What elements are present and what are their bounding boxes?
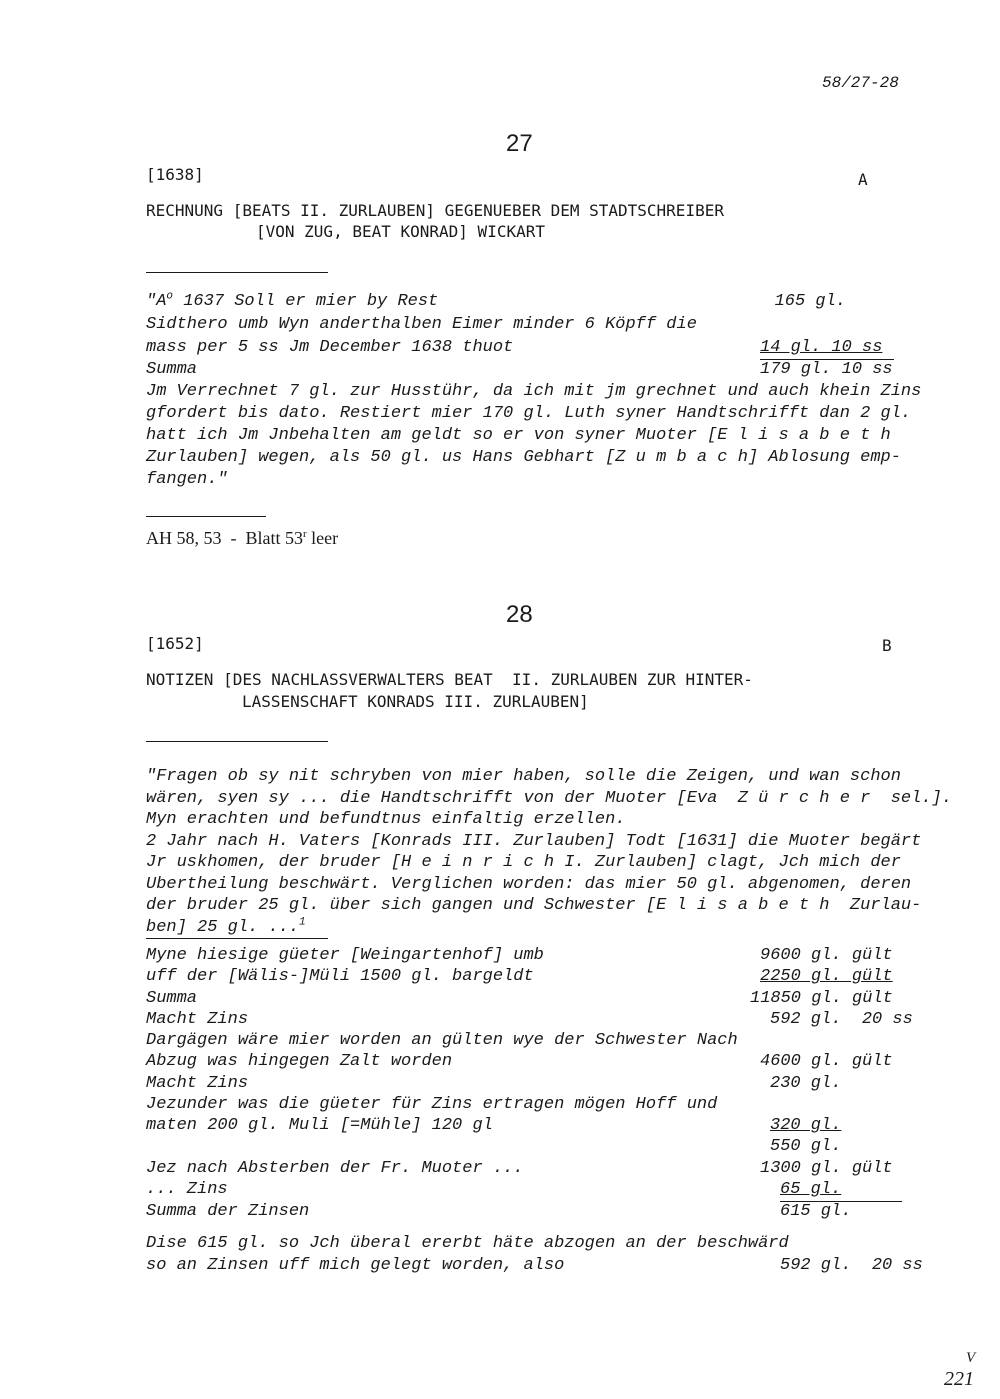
account-row-amount: 9600 gl. gült — [760, 946, 893, 965]
account-row-text: Dargägen wäre mier worden an gülten wye der Schwester Nach — [146, 1031, 738, 1050]
document-letter: B — [882, 636, 892, 655]
transcript-line: ben] 25 gl. ...$^1$ — [146, 916, 306, 937]
footnote-rule — [146, 938, 328, 939]
account-row-text: Myne hiesige güeter [Weingartenhof] umb — [146, 946, 544, 965]
transcript-line: Dise 615 gl. so Jch überal ererbt häte abzogen an der beschwärd — [146, 1234, 789, 1253]
transcript-line: Jm Verrechnet 7 gl. zur Husstühr, da ich mit jm grechnet und auch khein Zins — [146, 382, 922, 401]
document-number: 28 — [506, 601, 533, 628]
account-row-amount: 4600 gl. gült — [760, 1052, 893, 1071]
sum-label: Summa — [146, 360, 198, 379]
document-number: 27 — [506, 130, 533, 157]
account-row-amount: 592 gl. 20 ss — [770, 1010, 913, 1029]
transcript-line: Sidthero umb Wyn anderthalben Eimer minder 6 Köpff die — [146, 315, 697, 334]
account-row-text: Jez nach Absterben der Fr. Muoter ... — [146, 1159, 524, 1178]
transcript-line: mass per 5 ss Jm December 1638 thuot — [146, 338, 514, 357]
separator-rule — [146, 516, 266, 517]
account-row-text: Abzug was hingegen Zalt worden — [146, 1052, 453, 1071]
source-reference: AH 58, 53 - Blatt 53$^r$ leer — [146, 528, 339, 548]
transcript-line: wären, syen sy ... die Handtschrifft von der Muoter [Eva Z ü r c h e r sel.]. — [146, 789, 952, 808]
separator-rule — [146, 272, 328, 273]
account-row-text: Summa — [146, 989, 198, 1008]
document-letter: A — [858, 170, 868, 189]
transcript-line: so an Zinsen uff mich gelegt worden, also — [146, 1256, 565, 1275]
document-title: NOTIZEN [DES NACHLASSVERWALTERS BEAT II. ZURLAUBEN ZUR HINTER- — [146, 670, 753, 689]
document-title-cont: LASSENSCHAFT KONRADS III. ZURLAUBEN] — [242, 692, 589, 711]
document-date: [1652] — [146, 634, 204, 653]
transcript-line: 2 Jahr nach H. Vaters [Konrads III. Zurlauben] Todt [1631] die Muoter begärt — [146, 832, 922, 851]
separator-rule — [146, 741, 328, 742]
amount: 592 gl. 20 ss — [780, 1256, 923, 1275]
document-date: [1638] — [146, 165, 204, 184]
account-row-text: maten 200 gl. Muli [=Mühle] 120 gl — [146, 1116, 493, 1135]
document-title: RECHNUNG [BEATS II. ZURLAUBEN] GEGENUEBER DEM STADTSCHREIBER — [146, 201, 724, 220]
account-row-text: uff der [Wälis-]Müli 1500 gl. bargeldt — [146, 967, 534, 986]
page-reference: 58/27-28 — [822, 74, 899, 92]
account-row-amount: 615 gl. — [780, 1202, 852, 1221]
handwritten-page-number: 221 — [944, 1368, 974, 1390]
account-row-amount: 65 gl. — [780, 1180, 842, 1199]
account-row-amount: 550 gl. — [770, 1137, 842, 1156]
account-row-text: Macht Zins — [146, 1074, 249, 1093]
account-row-text: Macht Zins — [146, 1010, 249, 1029]
transcript-line: Jr uskhomen, der bruder [H e i n r i c h I. Zurlauben] clagt, Jch mich der — [146, 853, 901, 872]
document-title-cont: [VON ZUG, BEAT KONRAD] WICKART — [256, 222, 545, 241]
transcript-line: Ubertheilung beschwärt. Verglichen worden: das mier 50 gl. abgenomen, deren — [146, 875, 912, 894]
transcript-line: gfordert bis dato. Restiert mier 170 gl. Luth syner Handtschrifft dan 2 gl. — [146, 404, 912, 423]
sum-amount: 179 gl. 10 ss — [760, 360, 893, 379]
account-row-amount: 230 gl. — [770, 1074, 842, 1093]
transcript-line: der bruder 25 gl. über sich gangen und Schwester [E l i s a b e t h Zurlau- — [146, 896, 922, 915]
transcript-line: Myn erachten und befundtnus einfaltig erzellen. — [146, 810, 626, 829]
transcript-line: "$A^o$ 1637 Soll er mier by Rest — [146, 290, 439, 311]
amount: 14 gl. 10 ss — [760, 338, 883, 357]
amount: 165 gl. — [774, 292, 846, 311]
account-row-amount: 2250 gl. gült — [760, 967, 893, 986]
transcript-line: fangen." — [146, 470, 228, 489]
handwritten-check-mark: V — [966, 1350, 976, 1366]
account-row-amount: 1300 gl. gült — [760, 1159, 893, 1178]
account-row-text: Jezunder was die güeter für Zins ertragen mögen Hoff und — [146, 1095, 718, 1114]
account-row-text: Summa der Zinsen — [146, 1202, 310, 1221]
account-row-text: ... Zins — [146, 1180, 228, 1199]
transcript-line: hatt ich Jm Jnbehalten am geldt so er von syner Muoter [E l i s a b e t h — [146, 426, 891, 445]
account-row-amount: 11850 gl. gült — [750, 989, 893, 1008]
transcript-line: Zurlauben] wegen, als 50 gl. us Hans Gebhart [Z u m b a c h] Ablosung emp- — [146, 448, 901, 467]
account-row-amount: 320 gl. — [770, 1116, 842, 1135]
transcript-line: "Fragen ob sy nit schryben von mier haben, solle die Zeigen, und wan schon — [146, 767, 901, 786]
